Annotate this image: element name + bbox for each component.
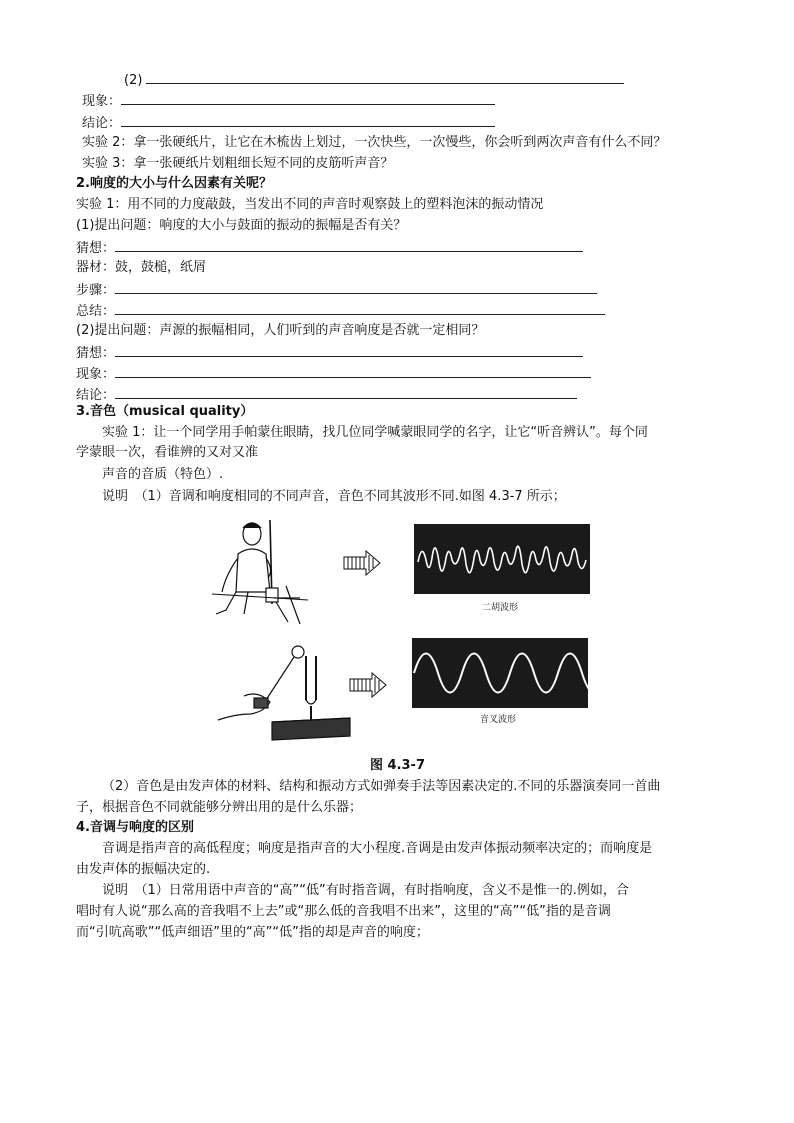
experiment-2: 实验 2：拿一张硬纸片，让它在木梳齿上划过，一次快些，一次慢些，你会听到两次声音有什么不同？ xyxy=(82,135,667,150)
conclusion-label: 结论： xyxy=(82,116,122,131)
guess-label: 猜想： xyxy=(76,241,116,256)
answer-blank xyxy=(121,91,495,105)
answer-blank xyxy=(146,70,624,84)
note-1-line: 说明 （1）音调和响度相同的不同声音，音色不同其波形不同.如图 4.3-7 所示； xyxy=(102,489,566,504)
answer-blank xyxy=(121,113,495,127)
tuning-fork-waveform xyxy=(412,638,588,708)
phenomenon-label: 现象： xyxy=(82,94,122,109)
materials-line: 器材：鼓，鼓槌，纸屑 xyxy=(76,260,207,275)
question-1: (1)提出问题：响度的大小与鼓面的振动的振幅是否有关？ xyxy=(76,218,407,233)
steps-label: 步骤： xyxy=(76,283,116,298)
experiment-3: 实验 3：拿一张硬纸片划粗细长短不同的皮筋听声音？ xyxy=(82,156,394,171)
note-2-line-2: 子，根据音色不同就能够分辨出用的是什么乐器； xyxy=(76,800,363,815)
conclusion-label: 结论： xyxy=(76,388,116,403)
phenomenon-2-line xyxy=(76,364,591,382)
summary-label: 总结： xyxy=(76,304,116,319)
section-4-note-line-2: 唱时有人说“那么高的音我唱不上去”或“那么低的音我唱不出来”，这里的“高”“低”指的是音调 xyxy=(76,904,611,919)
section-3-experiment-1-line-1: 实验 1：让一个同学用手帕蒙住眼睛，找几位同学喊蒙眼同学的名字，让它“听音辨认”。每个同 xyxy=(102,425,648,440)
section-4-paragraph-line-2: 由发声体的振幅决定的. xyxy=(76,862,211,877)
answer-blank xyxy=(115,301,605,315)
section-2-experiment-1: 实验 1：用不同的力度敲鼓，当发出不同的声音时观察鼓上的塑料泡沫的振动情况 xyxy=(76,197,544,212)
conclusion-line xyxy=(82,113,495,131)
section-4-heading: 4.音调与响度的区别 xyxy=(76,820,194,835)
item-2-label: (2) xyxy=(124,73,143,88)
answer-blank xyxy=(115,364,591,378)
answer-blank xyxy=(115,385,577,399)
section-4-note-line-1: 说明 （1）日常用语中声音的“高”“低”有时指音调，有时指响度，含义不是惟一的.例如，合 xyxy=(102,883,629,898)
section-4-paragraph-line-1: 音调是指声音的高低程度；响度是指声音的大小程度.音调是由发声体振动频率决定的；而响度是 xyxy=(102,841,653,856)
answer-blank xyxy=(115,238,583,252)
figure-4-3-7 xyxy=(200,510,610,750)
question-2: (2)提出问题：声源的振幅相同，人们听到的声音响度是否就一定相同？ xyxy=(76,323,485,338)
item-2-line xyxy=(124,70,624,88)
section-3-heading: 3.音色（musical quality） xyxy=(76,404,254,419)
arrow-right-icon xyxy=(342,550,382,576)
phenomenon-label: 现象： xyxy=(76,367,116,382)
answer-blank xyxy=(115,343,583,357)
answer-blank xyxy=(115,280,597,294)
section-3-experiment-1-line-2: 学蒙眼一次，看谁辨的又对又准 xyxy=(76,445,259,460)
section-4-note-line-3: 而“引吭高歌”“低声细语”里的“高”“低”指的却是声音的响度； xyxy=(76,925,429,940)
figure-caption: 图 4.3-7 xyxy=(370,758,425,773)
guess-2-line xyxy=(76,343,583,361)
tuning-fork-waveform-caption: 音叉波形 xyxy=(479,715,516,725)
note-2-line-1: （2）音色是由发声体的材料、结构和振动方式如弹奏手法等因素决定的.不同的乐器演奏同一首曲 xyxy=(102,779,661,794)
guess-label: 猜想： xyxy=(76,346,116,361)
phenomenon-line xyxy=(82,91,495,109)
summary-line xyxy=(76,301,605,319)
section-2-heading: 2.响度的大小与什么因素有关呢？ xyxy=(76,176,272,191)
guess-line xyxy=(76,238,583,256)
steps-line xyxy=(76,280,597,298)
arrow-right-icon xyxy=(348,672,388,698)
erhu-player-illustration xyxy=(208,514,318,626)
tuning-fork-illustration xyxy=(214,638,354,742)
sound-quality-line: 声音的音质（特色）. xyxy=(102,467,224,482)
conclusion-2-line xyxy=(76,385,577,403)
erhu-waveform xyxy=(414,524,590,594)
erhu-waveform-caption: 二胡波形 xyxy=(481,603,518,613)
